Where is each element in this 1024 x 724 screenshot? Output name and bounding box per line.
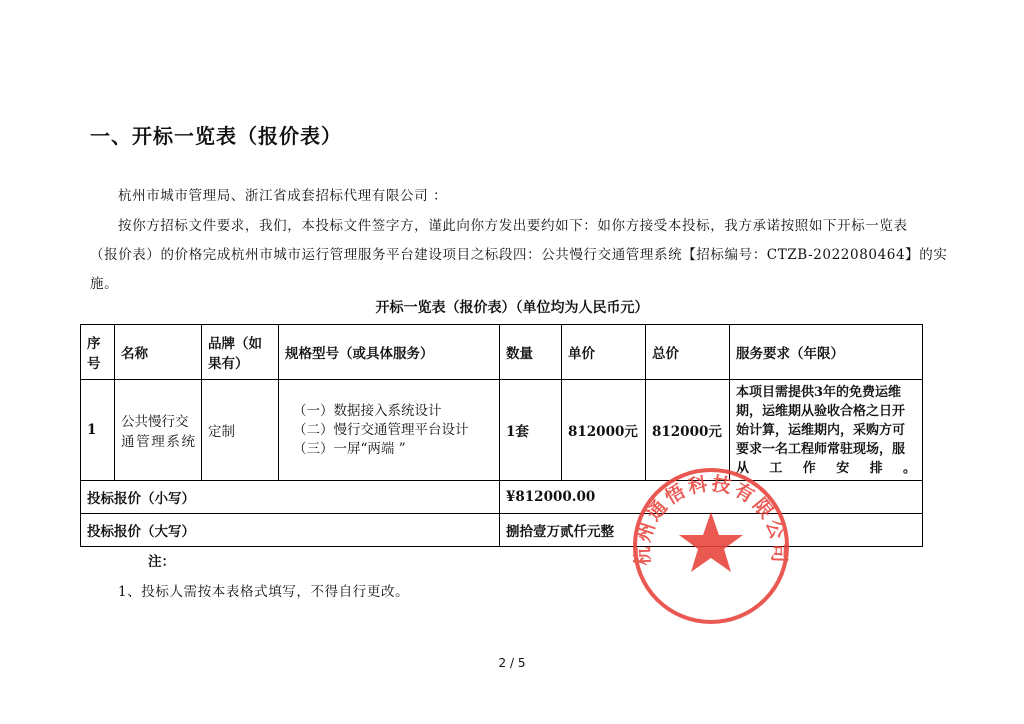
- header-qty: 数量: [500, 325, 562, 380]
- header-brand: 品牌（如果有）: [202, 325, 279, 380]
- cell-brand: 定制: [202, 380, 279, 481]
- header-service: 服务要求（年限）: [730, 325, 923, 380]
- cell-seq: 1: [81, 380, 115, 481]
- cell-unit-price: 812000元: [562, 380, 646, 481]
- seal-text: 杭州通悟科技有限公司: [631, 472, 791, 566]
- spec-item-2: （二）慢行交通管理平台设计: [293, 421, 469, 438]
- quotation-table: [80, 324, 923, 547]
- header-unit-price: 单价: [562, 325, 646, 380]
- cell-name: 公共慢行交通管理系统: [115, 380, 202, 481]
- page-number: 2 / 5: [498, 656, 526, 670]
- bid-small-value: ¥812000.00: [500, 481, 923, 514]
- cell-qty: 1套: [500, 380, 562, 481]
- bid-small-label: 投标报价（小写）: [81, 481, 500, 514]
- note-item-1: 1、投标人需按本表格式填写，不得自行更改。: [118, 584, 410, 600]
- bid-big-value: 捌拾壹万贰仟元整: [500, 514, 923, 547]
- bid-big-label: 投标报价（大写）: [81, 514, 500, 547]
- section-heading: 一、开标一览表（报价表）: [90, 124, 342, 148]
- addressee-line: 杭州市城市管理局、浙江省成套招标代理有限公司 ：: [118, 188, 448, 204]
- cell-service: 本项目需提供3年的免费运维期，运维期从验收合格之日开始计算，运维期内，采购方可要求一名工程师常驻现场，服从工作安排。: [730, 380, 923, 481]
- body-line-1: 按你方招标文件要求，我们，本投标文件签字方，谨此向你方发出要约如下：如你方接受本投标，我方承诺按照如下开标一览表: [118, 218, 908, 234]
- bid-big-row: [81, 514, 923, 547]
- table-row: [81, 380, 923, 481]
- cell-total: 812000元: [646, 380, 730, 481]
- spec-item-1: （一）数据接入系统设计: [293, 402, 442, 419]
- header-spec: 规格型号（或具体服务）: [279, 325, 500, 380]
- header-seq: 序号: [81, 325, 115, 380]
- company-seal-icon: [630, 465, 792, 627]
- note-title: 注：: [148, 554, 175, 570]
- body-line-3: 施。: [90, 276, 119, 292]
- header-total: 总价: [646, 325, 730, 380]
- spec-item-3: （三）一屏“两端 ”: [293, 440, 406, 457]
- table-caption: 开标一览表（报价表）（单位均为人民币元）: [375, 300, 649, 316]
- bid-small-row: [81, 481, 923, 514]
- body-line-2: （报价表）的价格完成杭州市城市运行管理服务平台建设项目之标段四：公共慢行交通管理系统【招标编号：CTZB-2022080464】的实: [90, 247, 948, 263]
- cell-spec: [279, 380, 500, 481]
- table-header-row: [81, 325, 923, 380]
- header-name: 名称: [115, 325, 202, 380]
